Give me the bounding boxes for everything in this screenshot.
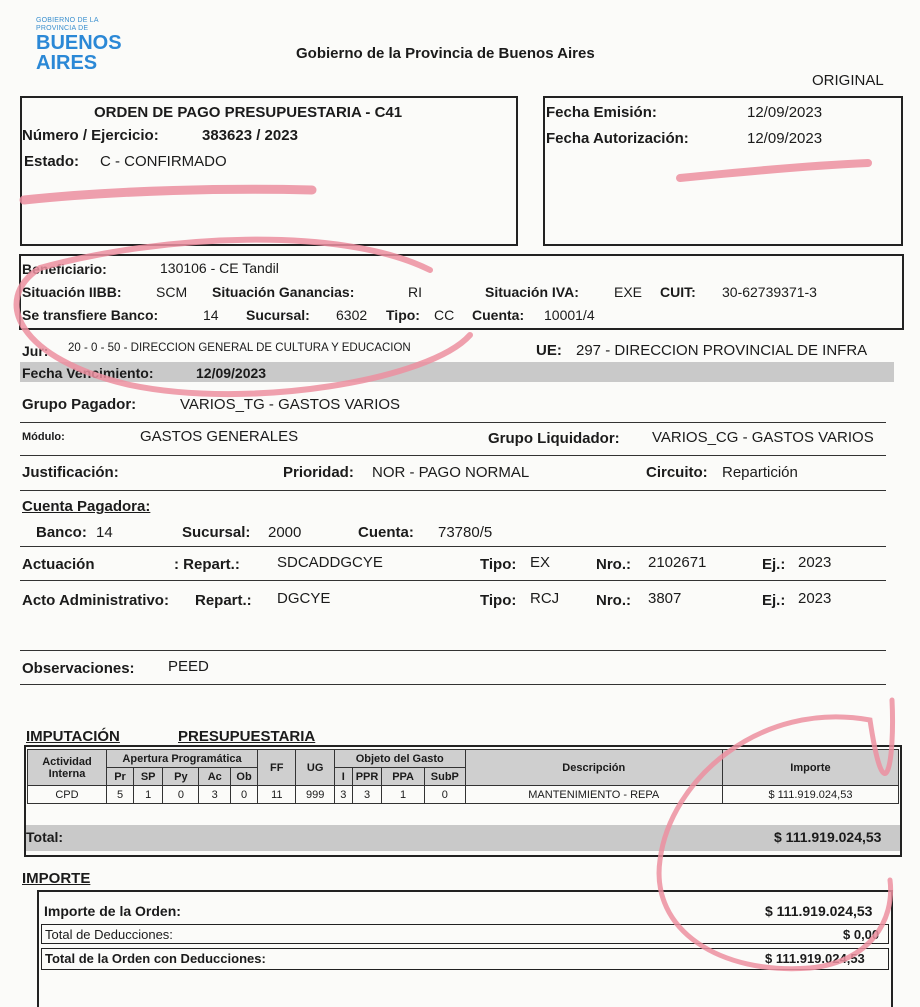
fecha-emision-value: 12/09/2023	[747, 104, 823, 121]
sucursal-transfiere-label: Sucursal:	[246, 307, 310, 323]
jur-value: 20 - 0 - 50 - DIRECCION GENERAL DE CULTURA Y EDUCACION	[68, 342, 411, 354]
actuacion-ej-value: 2023	[798, 554, 832, 571]
sub-pr: Pr	[106, 768, 133, 786]
beneficiario-label: Beneficiario:	[22, 261, 107, 277]
iva-value: EXE	[614, 284, 643, 300]
cuit-value: 30-62739371-3	[722, 284, 817, 300]
divider-7	[20, 684, 886, 685]
iva-label: Situación IVA:	[485, 284, 579, 300]
deducciones-label: Total de Deducciones:	[45, 927, 173, 942]
actuacion-repart-label: : Repart.:	[174, 556, 240, 573]
imputacion-table	[27, 749, 899, 804]
numero-value: 383623 / 2023	[202, 127, 298, 144]
sub-ac: Ac	[199, 768, 231, 786]
table-row	[28, 786, 899, 804]
header-ff: FF	[258, 750, 296, 786]
cell-ug: 999	[296, 786, 334, 804]
sub-subp: SubP	[425, 768, 466, 786]
sub-ob: Ob	[231, 768, 258, 786]
acto-label: Acto Administrativo:	[22, 592, 169, 609]
cell-ac: 3	[199, 786, 231, 804]
vencimiento-value: 12/09/2023	[196, 365, 267, 381]
banco-transfiere-label: Se transfiere Banco:	[22, 307, 159, 323]
cuenta-transfiere-value: 10001/4	[544, 307, 595, 323]
logo-line-3: BUENOS	[36, 32, 122, 54]
acto-nro-value: 3807	[648, 590, 682, 607]
cell-descripcion: MANTENIMIENTO - REPA	[465, 786, 722, 804]
acto-repart-value: DGCYE	[277, 590, 331, 607]
acto-tipo-value: RCJ	[530, 590, 560, 607]
cell-ppr: 3	[352, 786, 381, 804]
importe-orden-label: Importe de la Orden:	[44, 903, 181, 919]
orden-title: ORDEN DE PAGO PRESUPUESTARIA - C41	[94, 104, 403, 121]
justificacion-label: Justificación:	[22, 464, 119, 481]
observaciones-value: PEED	[168, 658, 209, 675]
acto-nro-label: Nro.:	[596, 592, 631, 609]
acto-ej-value: 2023	[798, 590, 832, 607]
actuacion-label: Actuación	[22, 556, 95, 573]
grupo-liquidador-value: VARIOS_CG - GASTOS VARIOS	[652, 429, 874, 446]
total-deducciones-label: Total de la Orden con Deducciones:	[45, 951, 266, 966]
cuenta-pagadora-title: Cuenta Pagadora:	[22, 498, 151, 515]
header-actividad	[28, 750, 107, 786]
fecha-autorizacion-label: Fecha Autorización:	[546, 130, 689, 147]
banco-value: 14	[96, 524, 113, 541]
total-label: Total:	[26, 829, 64, 845]
header-importe: Importe	[722, 750, 898, 786]
grupo-pagador-label: Grupo Pagador:	[22, 396, 137, 413]
tipo-cuenta-value: CC	[434, 307, 455, 323]
actuacion-ej-label: Ej.:	[762, 556, 786, 573]
cuit-label: CUIT:	[660, 284, 696, 300]
cuenta-transfiere-label: Cuenta:	[472, 307, 525, 323]
sub-ppr: PPR	[352, 768, 381, 786]
cell-subp: 0	[425, 786, 466, 804]
divider-3	[20, 490, 886, 491]
sub-py: Py	[163, 768, 199, 786]
actuacion-nro-label: Nro.:	[596, 556, 631, 573]
ganancias-label: Situación Ganancias:	[212, 284, 355, 300]
actuacion-nro-value: 2102671	[648, 554, 707, 571]
grupo-liquidador-label: Grupo Liquidador:	[488, 430, 620, 447]
fecha-autorizacion-value: 12/09/2023	[747, 130, 823, 147]
vencimiento-label: Fecha Vencimiento:	[22, 365, 154, 381]
divider-1	[20, 422, 886, 423]
total-bar	[26, 825, 900, 851]
ganancias-value: RI	[408, 284, 422, 300]
gobierno-logo	[36, 17, 122, 73]
total-deducciones-value: $ 111.919.024,53	[765, 951, 865, 966]
cell-ff: 11	[258, 786, 296, 804]
header-actividad-line2: Interna	[48, 767, 86, 780]
banco-transfiere-value: 14	[203, 307, 219, 323]
header-descripcion: Descripción	[465, 750, 722, 786]
imputacion-title-1: IMPUTACIÓN	[26, 728, 120, 745]
imputacion-title-2: PRESUPUESTARIA	[178, 728, 316, 745]
logo-line-4: AIRES	[36, 52, 98, 74]
observaciones-label: Observaciones:	[22, 660, 135, 677]
sub-i: I	[334, 768, 352, 786]
sub-sp: SP	[134, 768, 163, 786]
cell-ppa: 1	[382, 786, 425, 804]
modulo-label: Módulo:	[22, 431, 65, 443]
total-value: $ 111.919.024,53	[774, 829, 882, 845]
iibb-label: Situación IIBB:	[22, 284, 122, 300]
header-title: Gobierno de la Provincia de Buenos Aires	[296, 45, 595, 62]
divider-6	[20, 650, 886, 651]
fecha-emision-label: Fecha Emisión:	[546, 104, 657, 121]
prioridad-label: Prioridad:	[283, 464, 354, 481]
sucursal-value: 2000	[268, 524, 302, 541]
divider-5	[20, 580, 886, 581]
actuacion-tipo-label: Tipo:	[480, 556, 517, 573]
cuenta-label: Cuenta:	[358, 524, 414, 541]
prioridad-value: NOR - PAGO NORMAL	[372, 464, 530, 481]
sub-ppa: PPA	[382, 768, 425, 786]
actuacion-repart-value: SDCADDGCYE	[277, 554, 383, 571]
ue-value: 297 - DIRECCION PROVINCIAL DE INFRA	[576, 342, 868, 359]
cell-importe: $ 111.919.024,53	[722, 786, 898, 804]
circuito-value: Repartición	[722, 464, 798, 481]
estado-label: Estado:	[24, 153, 80, 170]
cell-py: 0	[163, 786, 199, 804]
importe-orden-value: $ 111.919.024,53	[765, 903, 873, 919]
logo-line-1: GOBIERNO DE LA	[36, 17, 99, 24]
grupo-pagador-value: VARIOS_TG - GASTOS VARIOS	[180, 396, 401, 413]
actuacion-tipo-value: EX	[530, 554, 551, 571]
copy-label: ORIGINAL	[812, 72, 884, 89]
circuito-label: Circuito:	[646, 464, 708, 481]
sucursal-label: Sucursal:	[182, 524, 251, 541]
sucursal-transfiere-value: 6302	[336, 307, 368, 323]
acto-repart-label: Repart.:	[195, 592, 252, 609]
iibb-value: SCM	[156, 284, 188, 300]
modulo-value: GASTOS GENERALES	[140, 428, 299, 445]
deducciones-value: $ 0,00	[843, 927, 880, 942]
cell-pr: 5	[106, 786, 133, 804]
cell-i: 3	[334, 786, 352, 804]
logo-line-2: PROVINCIA DE	[36, 25, 89, 32]
divider-4	[20, 546, 886, 547]
cell-sp: 1	[134, 786, 163, 804]
cuenta-value: 73780/5	[438, 524, 493, 541]
estado-value: C - CONFIRMADO	[100, 153, 227, 170]
acto-tipo-label: Tipo:	[480, 592, 517, 609]
header-ug: UG	[296, 750, 334, 786]
tipo-cuenta-label: Tipo:	[386, 307, 420, 323]
acto-ej-label: Ej.:	[762, 592, 786, 609]
jur-label: Jur:	[22, 343, 49, 359]
header-apertura: Apertura Programática	[106, 750, 257, 768]
beneficiario-value: 130106 - CE Tandil	[160, 260, 279, 276]
divider-2	[20, 455, 886, 456]
cell-ob: 0	[231, 786, 258, 804]
header-objeto: Objeto del Gasto	[334, 750, 465, 768]
cell-actividad: CPD	[28, 786, 107, 804]
numero-label: Número / Ejercicio:	[22, 127, 159, 144]
banco-label: Banco:	[36, 524, 87, 541]
ue-label: UE:	[536, 342, 562, 359]
header-actividad-line1: Actividad	[42, 755, 92, 768]
importe-title: IMPORTE	[22, 870, 91, 887]
